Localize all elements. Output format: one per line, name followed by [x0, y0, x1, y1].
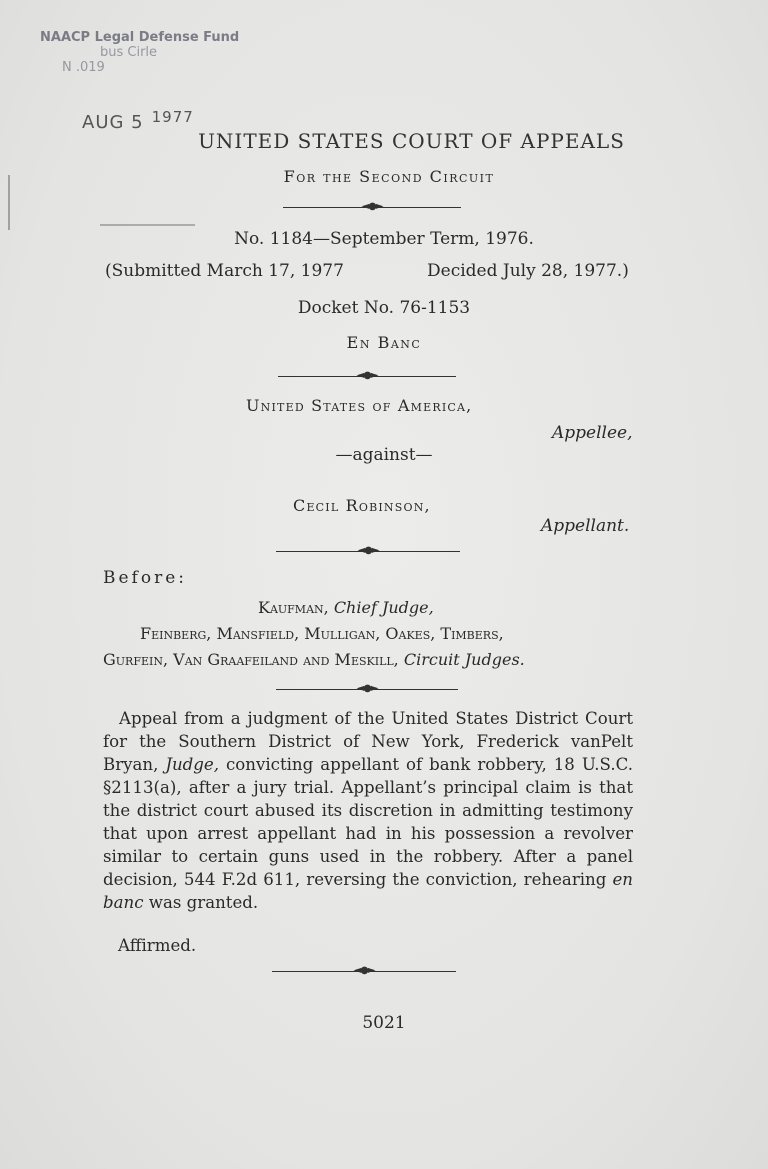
circuit-judges-title: Circuit Judges. — [403, 650, 525, 669]
en-banc-heading: En Banc — [346, 333, 422, 352]
stamp-line-2: bus Cirle — [100, 45, 158, 60]
chief-judge-title: Chief Judge, — [333, 598, 434, 617]
date-stamp-year: 1977 — [151, 108, 194, 126]
circuit-heading: For the Second Circuit — [283, 167, 495, 186]
affirmed-line: Affirmed. — [118, 936, 197, 955]
page-number: 5021 — [362, 1013, 406, 1033]
stamp-line-1: NAACP Legal Defense Fund — [40, 30, 240, 45]
ornamental-rule-1: ◄●► — [283, 207, 461, 208]
judges-line-3 — [103, 650, 663, 669]
decided-date: Decided July 28, 1977.) — [427, 261, 629, 281]
date-stamp-month-day: AUG 5 — [82, 112, 144, 133]
ornamental-rule-3: ◄●► — [276, 551, 460, 552]
library-stamp — [40, 30, 260, 75]
appellant-name: Cecil Robinson, — [293, 496, 431, 515]
against-line: —against— — [335, 445, 433, 465]
appellant-role: Appellant. — [541, 516, 630, 536]
summary-judge-italic: Judge, — [165, 755, 220, 774]
summary-paragraph — [103, 707, 633, 914]
judges-line-2: Feinberg, Mansfield, Mulligan, Oakes, Timbers, — [140, 624, 504, 643]
summary-text-c: was granted. — [143, 893, 259, 912]
summary-en-banc-italic: en banc — [103, 870, 633, 912]
ornamental-rule-4: ◄●► — [276, 689, 458, 690]
summary-text-a: Appeal from a judgment of the United States District Court for the Southern District of New York, Frederick vanPelt Bryan, — [103, 709, 633, 774]
summary-text-b: convicting appellant of bank robbery, 18 U.S.C. §2113(a), after a jury trial. Appellant’s principal claim is that the district court abused its discretion in admitting testimony that upon arrest appellant had in his possession a revolver similar to certain guns used in the robbery. After a panel decision, 544 F.2d 611, reversing the conviction, rehearing — [103, 755, 633, 889]
judges-line-3-names: Gurfein, Van Graafeiland and Meskill, — [103, 650, 399, 669]
case-number-term: No. 1184—September Term, 1976. — [234, 229, 534, 249]
before-label: Before: — [103, 568, 187, 588]
submitted-date: (Submitted March 17, 1977 — [105, 261, 344, 281]
case-summary — [103, 707, 633, 914]
appellee-role: Appellee, — [552, 423, 633, 443]
ornamental-rule-5: ◄●► — [272, 971, 456, 972]
stamp-line-3: N .019 — [62, 60, 105, 75]
chief-judge-line — [258, 598, 768, 617]
scan-speck — [100, 224, 195, 226]
court-title: UNITED STATES COURT OF APPEALS — [198, 129, 625, 153]
chief-judge-name: Kaufman, — [258, 598, 329, 617]
appellee-name: United States of America, — [246, 396, 473, 415]
docket-number: Docket No. 76-1153 — [297, 298, 471, 318]
ornamental-rule-2: ◄●► — [278, 376, 456, 377]
